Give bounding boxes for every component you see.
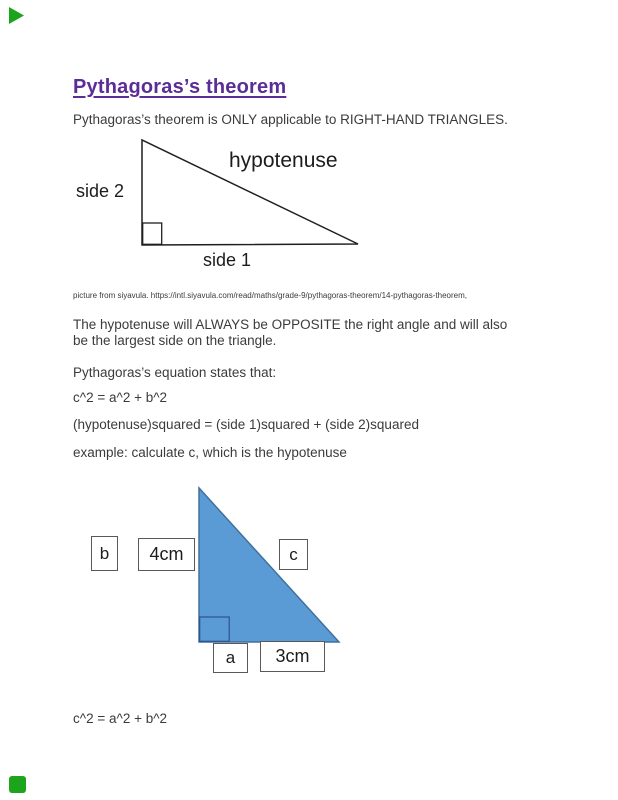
page-title: Pythagoras’s theorem (73, 76, 287, 98)
hypotenuse-note (73, 317, 507, 348)
side-a-labelbox: a (213, 643, 248, 673)
hypotenuse-label: hypotenuse (229, 149, 338, 172)
hypotenuse-note-line2: be the largest side on the triangle. (73, 332, 277, 348)
closing-equation: c^2 = a^2 + b^2 (73, 711, 168, 726)
equation-intro-text: Pythagoras’s equation states that: (73, 365, 277, 380)
green-play-marker-icon (8, 6, 25, 25)
side-a-value-labelbox: 3cm (260, 641, 325, 672)
equation-symbols: c^2 = a^2 + b^2 (73, 390, 168, 405)
side-c-labelbox: c (279, 539, 308, 570)
side2-label: side 2 (76, 181, 125, 201)
hypotenuse-note-line1: The hypotenuse will ALWAYS be OPPOSITE the right angle and will also (73, 317, 508, 332)
intro-text: Pythagoras’s theorem is ONLY applicable to RIGHT-HAND TRIANGLES. (73, 112, 508, 127)
figure-right-triangle (73, 136, 373, 286)
side-b-value-labelbox: 4cm (138, 538, 195, 571)
figure-example-triangle (85, 485, 355, 685)
image-source-caption: picture from siyavula. https://intl.siyavula.com/read/maths/grade-9/pythagoras-theorem/14-pythagoras-theorem, (73, 291, 467, 300)
side1-label: side 1 (203, 250, 252, 270)
example-intro-text: example: calculate c, which is the hypotenuse (73, 445, 347, 460)
green-square-marker-icon (9, 776, 26, 793)
equation-in-words: (hypotenuse)squared = (side 1)squared + (side 2)squared (73, 417, 419, 432)
side-b-labelbox: b (91, 536, 118, 571)
